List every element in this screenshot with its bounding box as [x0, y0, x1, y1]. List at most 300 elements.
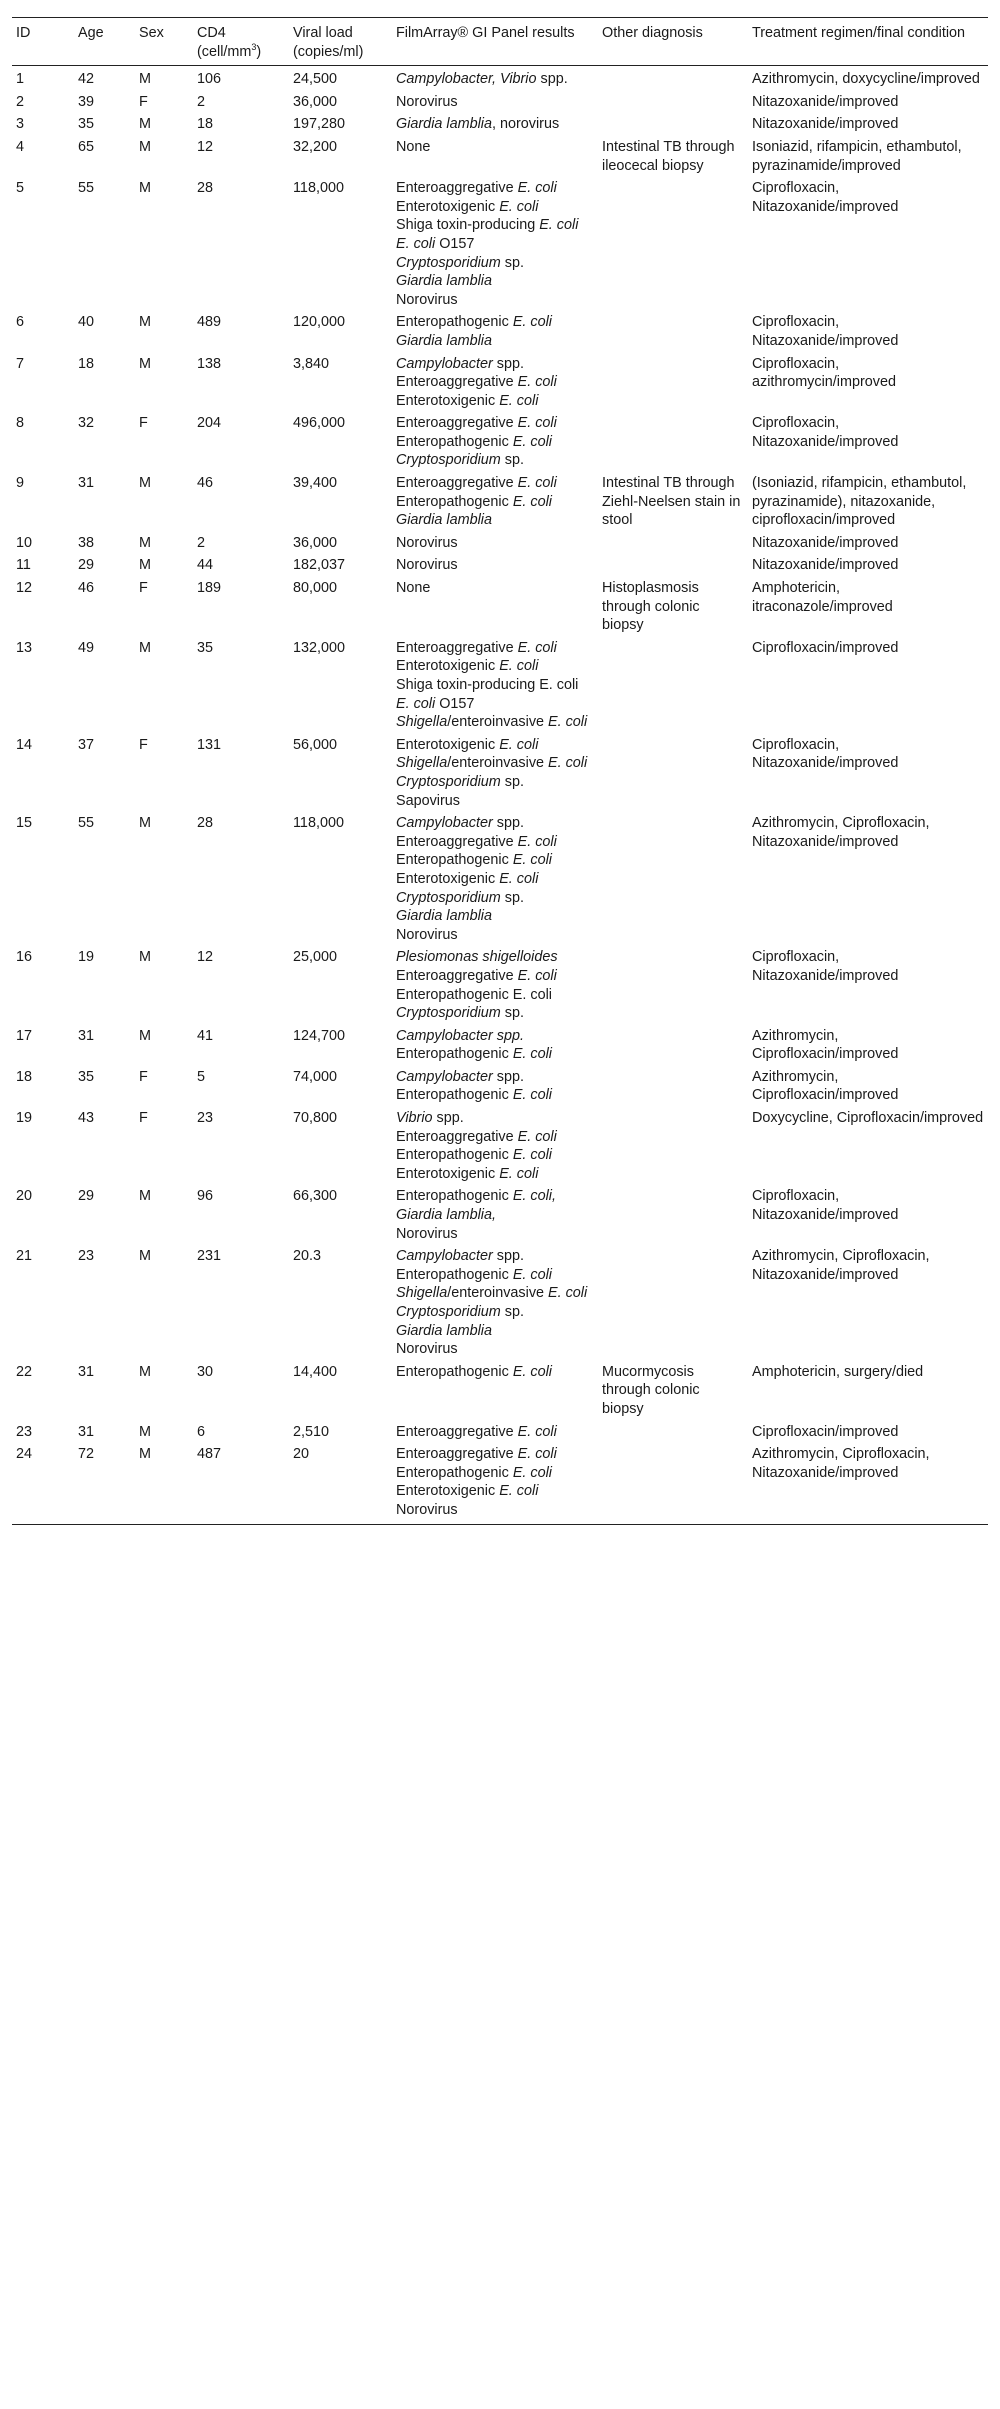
cell-cd4: 2 — [197, 534, 206, 551]
pathogen-line — [396, 948, 594, 967]
cell-id: 1 — [16, 71, 25, 88]
pathogen-text: spp. — [536, 71, 568, 88]
cell-cd4: 46 — [197, 475, 214, 492]
cell-cd4: 96 — [197, 1188, 214, 1205]
pathogen-line — [396, 1363, 594, 1382]
cell-other-diagnosis — [598, 1445, 748, 1524]
pathogen-line — [396, 1340, 594, 1359]
cell-age: 39 — [78, 93, 95, 110]
pathogen-line — [396, 1322, 594, 1341]
pathogen-text: Enteroaggregative — [396, 180, 518, 197]
pathogen-text: E. coli — [517, 374, 557, 391]
cell-treatment: Isoniazid, rifampicin, ethambutol, pyrazinamide/improved — [752, 138, 962, 174]
cell-treatment: Doxycycline, Ciprofloxacin/improved — [752, 1110, 984, 1127]
pathogen-text: Giardia lamblia, — [396, 1207, 496, 1224]
cell-sex: F — [139, 415, 148, 432]
cell-other-diagnosis — [598, 414, 748, 474]
pathogen-text: E. coli, — [512, 1188, 556, 1205]
pathogen-text: E. coli — [512, 1363, 553, 1380]
pathogen-line — [396, 833, 594, 852]
pathogen-text: E. coli — [517, 967, 557, 984]
table-row — [12, 579, 988, 639]
table-row — [12, 639, 988, 736]
cell-gi-panel — [392, 534, 598, 557]
pathogen-line — [396, 138, 594, 157]
cell-treatment: Ciprofloxacin/improved — [752, 1423, 899, 1440]
cell-cd4: 231 — [197, 1248, 222, 1265]
pathogen-text: sp. — [500, 773, 524, 790]
pathogen-text: Norovirus — [396, 1225, 458, 1242]
pathogen-line — [396, 657, 594, 676]
pathogen-text: Giardia lamblia — [396, 1322, 492, 1339]
pathogen-text: spp. — [492, 1068, 524, 1085]
pathogen-text: Shigella — [396, 1285, 448, 1302]
pathogen-text: Enteropathogenic E. coli — [396, 986, 552, 1003]
pathogen-text: Shiga toxin-producing — [396, 217, 540, 234]
pathogen-text: sp. — [500, 254, 524, 271]
pathogen-text: E. coli — [499, 392, 539, 409]
cell-id: 8 — [16, 415, 25, 432]
col-header-sex: Sex — [139, 25, 164, 41]
cell-gi-panel — [392, 814, 598, 948]
pathogen-line — [396, 313, 594, 332]
pathogen-text: Norovirus — [396, 534, 458, 551]
pathogen-line — [396, 814, 594, 833]
pathogen-line — [396, 1068, 594, 1087]
pathogen-text: E. coli — [499, 658, 539, 675]
pathogen-text: Shigella — [396, 714, 448, 731]
pathogen-text: E. coli — [517, 1446, 557, 1463]
cell-id: 22 — [16, 1363, 33, 1380]
pathogen-text: Vibrio — [396, 1110, 433, 1127]
cell-gi-panel — [392, 1068, 598, 1109]
pathogen-line — [396, 493, 594, 512]
table-row — [12, 138, 988, 179]
cell-other-diagnosis — [598, 814, 748, 948]
table-row — [12, 1109, 988, 1187]
pathogen-line — [396, 754, 594, 773]
cell-age: 55 — [78, 180, 95, 197]
pathogen-text: E. coli — [499, 736, 539, 753]
cell-sex: M — [139, 1248, 151, 1265]
cell-gi-panel — [392, 639, 598, 736]
col-header-cd4 — [193, 18, 289, 66]
pathogen-text: Norovirus — [396, 926, 458, 943]
cell-treatment: Amphotericin, surgery/died — [752, 1363, 924, 1380]
pathogen-line — [396, 198, 594, 217]
cell-treatment: Nitazoxanide/improved — [752, 557, 899, 574]
pathogen-text: Enteropathogenic — [396, 1087, 513, 1104]
pathogen-text: E. coli — [396, 235, 436, 252]
cell-viral-load: 66,300 — [293, 1188, 338, 1205]
cd4-unit-exponent: 3 — [251, 41, 257, 52]
pathogen-text: Campylobacter spp. — [396, 1027, 524, 1044]
cell-treatment: Azithromycin, Ciprofloxacin, Nitazoxanide/improved — [752, 815, 930, 850]
cell-id: 7 — [16, 355, 25, 372]
cell-cd4: 189 — [197, 580, 222, 597]
pathogen-line — [396, 1109, 594, 1128]
cell-other-diagnosis — [598, 1423, 748, 1446]
pathogen-text: Enteropathogenic — [396, 493, 513, 510]
pathogen-text: E. coli — [517, 1128, 557, 1145]
cell-sex: M — [139, 1027, 151, 1044]
table-body — [12, 66, 988, 1524]
cell-cd4: 106 — [197, 71, 222, 88]
cell-other-diagnosis — [598, 313, 748, 354]
cell-sex: M — [139, 355, 151, 372]
cell-other-diagnosis — [598, 66, 748, 93]
cell-id: 10 — [16, 534, 33, 551]
cell-id: 16 — [16, 949, 33, 966]
pathogen-text: E. coli — [512, 1087, 553, 1104]
pathogen-text: /enteroinvasive — [447, 755, 549, 772]
pathogen-line — [396, 70, 594, 89]
pathogen-line — [396, 1423, 594, 1442]
pathogen-text: E. coli — [512, 1266, 553, 1283]
cell-other-diagnosis — [598, 948, 748, 1026]
cell-viral-load: 39,400 — [293, 475, 338, 492]
cell-treatment: Azithromycin, Ciprofloxacin/improved — [752, 1068, 899, 1104]
cell-treatment: Ciprofloxacin, Nitazoxanide/improved — [752, 736, 899, 772]
cell-sex: M — [139, 180, 151, 197]
pathogen-text: Cryptosporidium — [396, 254, 501, 271]
table-row — [12, 1027, 988, 1068]
cell-treatment: Azithromycin, Ciprofloxacin/improved — [752, 1027, 899, 1063]
pathogen-line — [396, 1247, 594, 1266]
table-row — [12, 534, 988, 557]
pathogen-text: E. coli — [539, 217, 579, 234]
cell-viral-load: 20.3 — [293, 1248, 322, 1265]
pathogen-text: Enterotoxigenic — [396, 392, 500, 409]
pathogen-text: spp. — [492, 815, 524, 832]
pathogen-text: None — [396, 580, 431, 597]
pathogen-text: E. coli — [512, 852, 553, 869]
pathogen-line — [396, 907, 594, 926]
cell-other-diagnosis — [598, 179, 748, 313]
cell-viral-load: 120,000 — [293, 314, 346, 331]
table-row — [12, 1068, 988, 1109]
cell-viral-load: 3,840 — [293, 355, 330, 372]
cell-id: 2 — [16, 93, 25, 110]
cell-sex: F — [139, 1068, 148, 1085]
cell-sex: M — [139, 639, 151, 656]
pathogen-line — [396, 639, 594, 658]
cell-age: 35 — [78, 116, 95, 133]
cell-other-diagnosis — [598, 115, 748, 138]
cell-sex: M — [139, 71, 151, 88]
col-header-gi-panel: FilmArray® GI Panel results — [396, 25, 575, 41]
pathogen-line — [396, 986, 594, 1005]
cell-other-diagnosis — [598, 1247, 748, 1363]
pathogen-text: Enterotoxigenic — [396, 658, 500, 675]
cell-treatment: Ciprofloxacin, Nitazoxanide/improved — [752, 1188, 899, 1224]
pathogen-text: Enterotoxigenic — [396, 1165, 500, 1182]
cell-id: 19 — [16, 1110, 33, 1127]
pathogen-text: Enteroaggregative — [396, 1446, 518, 1463]
pathogen-text: , norovirus — [491, 116, 560, 133]
pathogen-text: Enteroaggregative — [396, 1128, 518, 1145]
cell-age: 18 — [78, 355, 95, 372]
pathogen-text: E. coli — [517, 415, 557, 432]
cell-gi-panel — [392, 1109, 598, 1187]
cell-sex: M — [139, 557, 151, 574]
cell-id: 9 — [16, 475, 25, 492]
cell-gi-panel — [392, 355, 598, 415]
pathogen-text: E. coli — [512, 493, 553, 510]
pathogen-line — [396, 1004, 594, 1023]
pathogen-line — [396, 1045, 594, 1064]
cell-other-diagnosis: Intestinal TB through ileocecal biopsy — [602, 138, 735, 174]
pathogen-line — [396, 1128, 594, 1147]
cell-sex: M — [139, 1363, 151, 1380]
cell-gi-panel — [392, 1445, 598, 1524]
cell-viral-load: 80,000 — [293, 580, 338, 597]
table-row — [12, 93, 988, 116]
pathogen-text: Enterotoxigenic — [396, 870, 500, 887]
cell-age: 72 — [78, 1446, 95, 1463]
cell-sex: M — [139, 815, 151, 832]
cell-gi-panel — [392, 1187, 598, 1247]
pathogen-text: Campylobacter — [396, 355, 493, 372]
pathogen-text: Campylobacter — [396, 1068, 493, 1085]
pathogen-text: Enterotoxigenic — [396, 198, 500, 215]
pathogen-text: Enteroaggregative — [396, 1423, 518, 1440]
cell-other-diagnosis — [598, 1068, 748, 1109]
cell-viral-load: 32,200 — [293, 138, 338, 155]
cell-sex: F — [139, 93, 148, 110]
cell-id: 17 — [16, 1027, 33, 1044]
cell-other-diagnosis — [598, 736, 748, 814]
pathogen-text: /enteroinvasive — [447, 1285, 549, 1302]
pathogen-line — [396, 926, 594, 945]
cell-sex: M — [139, 314, 151, 331]
cell-sex: M — [139, 1446, 151, 1463]
pathogen-text: E. coli — [512, 433, 553, 450]
cell-other-diagnosis — [598, 556, 748, 579]
cell-treatment: Azithromycin, doxycycline/improved — [752, 71, 980, 88]
pathogen-line — [396, 1146, 594, 1165]
pathogen-text: E. coli — [517, 833, 557, 850]
cell-gi-panel — [392, 556, 598, 579]
cell-other-diagnosis — [598, 1109, 748, 1187]
cell-sex: M — [139, 475, 151, 492]
pathogen-line — [396, 736, 594, 755]
table-row — [12, 66, 988, 93]
pathogen-text: Enteroaggregative — [396, 475, 518, 492]
cell-id: 3 — [16, 116, 25, 133]
cell-other-diagnosis — [598, 1027, 748, 1068]
cell-sex: M — [139, 1423, 151, 1440]
cell-cd4: 18 — [197, 116, 214, 133]
pathogen-line — [396, 967, 594, 986]
cell-treatment: Ciprofloxacin, azithromycin/improved — [752, 355, 896, 391]
pathogen-text: Giardia lamblia — [396, 908, 492, 925]
pathogen-text: Campylobacter — [396, 1248, 493, 1265]
pathogen-text: E. coli — [499, 1483, 539, 1500]
pathogen-text: E. coli — [512, 314, 553, 331]
cell-id: 24 — [16, 1446, 33, 1463]
cell-age: 46 — [78, 580, 95, 597]
cell-id: 5 — [16, 180, 25, 197]
cell-age: 40 — [78, 314, 95, 331]
table-row — [12, 736, 988, 814]
cell-viral-load: 56,000 — [293, 736, 338, 753]
pathogen-text: Norovirus — [396, 93, 458, 110]
pathogen-text: Enteroaggregative — [396, 415, 518, 432]
cell-treatment: Ciprofloxacin, Nitazoxanide/improved — [752, 415, 899, 450]
cell-cd4: 489 — [197, 314, 222, 331]
pathogen-text: sp. — [500, 1005, 524, 1022]
cell-id: 15 — [16, 815, 33, 832]
cell-age: 29 — [78, 1188, 95, 1205]
cell-age: 32 — [78, 415, 95, 432]
cell-gi-panel — [392, 1363, 598, 1423]
pathogen-text: /enteroinvasive — [447, 714, 549, 731]
pathogen-line — [396, 332, 594, 351]
cell-gi-panel — [392, 1247, 598, 1363]
pathogen-text: E. coli — [499, 1165, 539, 1182]
pathogen-text: Enteropathogenic — [396, 1266, 513, 1283]
cell-treatment: Ciprofloxacin, Nitazoxanide/improved — [752, 949, 899, 984]
cell-id: 12 — [16, 580, 33, 597]
cell-age: 49 — [78, 639, 95, 656]
cell-other-diagnosis — [598, 355, 748, 415]
pathogen-text: Cryptosporidium — [396, 1005, 501, 1022]
pathogen-line — [396, 511, 594, 530]
pathogen-line — [396, 1187, 594, 1206]
table-row — [12, 355, 988, 415]
cell-viral-load: 14,400 — [293, 1363, 338, 1380]
cell-viral-load: 2,510 — [293, 1423, 330, 1440]
cell-gi-panel — [392, 138, 598, 179]
cell-viral-load: 118,000 — [293, 180, 344, 197]
pathogen-line — [396, 534, 594, 553]
table-row — [12, 814, 988, 948]
col-header-treatment: Treatment regimen/final condition — [752, 25, 966, 41]
col-header-viral-load: Viral load (copies/ml) — [293, 25, 364, 60]
pathogen-text: Enteropathogenic — [396, 1046, 513, 1063]
cell-gi-panel — [392, 115, 598, 138]
cell-gi-panel — [392, 66, 598, 93]
pathogen-line — [396, 1206, 594, 1225]
cell-other-diagnosis — [598, 1187, 748, 1247]
cell-treatment: Nitazoxanide/improved — [752, 534, 899, 551]
cell-treatment: Nitazoxanide/improved — [752, 93, 899, 110]
cell-age: 29 — [78, 557, 95, 574]
pathogen-text: Norovirus — [396, 1501, 458, 1518]
pathogen-text: E. coli — [499, 870, 539, 887]
cell-gi-panel — [392, 1423, 598, 1446]
cell-gi-panel — [392, 948, 598, 1026]
cell-treatment: Ciprofloxacin/improved — [752, 639, 899, 656]
pathogen-line — [396, 773, 594, 792]
pathogen-line — [396, 115, 594, 134]
pathogen-text: O157 — [435, 695, 475, 712]
pathogen-text: E. coli — [548, 755, 588, 772]
pathogen-line — [396, 93, 594, 112]
pathogen-text: O157 — [435, 235, 475, 252]
pathogen-line — [396, 433, 594, 452]
pathogen-line — [396, 1445, 594, 1464]
pathogen-text: E. coli — [548, 714, 588, 731]
pathogen-line — [396, 414, 594, 433]
table-row — [12, 414, 988, 474]
cell-other-diagnosis: Mucormycosis through colonic biopsy — [602, 1363, 700, 1417]
cell-sex: M — [139, 138, 151, 155]
cell-cd4: 204 — [197, 415, 222, 432]
pathogen-text: sp. — [500, 452, 524, 469]
cell-age: 55 — [78, 815, 95, 832]
pathogen-text: E. coli — [548, 1285, 588, 1302]
cell-treatment: Ciprofloxacin, Nitazoxanide/improved — [752, 314, 899, 349]
cell-other-diagnosis — [598, 534, 748, 557]
col-header-id: ID — [16, 25, 31, 41]
pathogen-line — [396, 1266, 594, 1285]
cell-gi-panel — [392, 313, 598, 354]
pathogen-line — [396, 1482, 594, 1501]
cell-gi-panel — [392, 579, 598, 639]
pathogen-text: Enteroaggregative — [396, 374, 518, 391]
table-row — [12, 1423, 988, 1446]
cell-cd4: 2 — [197, 93, 206, 110]
cell-other-diagnosis: Histoplasmosis through colonic biopsy — [602, 580, 700, 634]
pathogen-line — [396, 1501, 594, 1520]
table-row — [12, 948, 988, 1026]
cell-cd4: 12 — [197, 949, 214, 966]
cell-viral-load: 20 — [293, 1446, 310, 1463]
cell-id: 18 — [16, 1068, 33, 1085]
cell-gi-panel — [392, 1027, 598, 1068]
cell-treatment: Ciprofloxacin, Nitazoxanide/improved — [752, 180, 899, 215]
pathogen-line — [396, 474, 594, 493]
pathogen-text: Cryptosporidium — [396, 1304, 501, 1320]
cell-cd4: 28 — [197, 815, 214, 832]
cell-cd4: 28 — [197, 180, 214, 197]
table-row — [12, 179, 988, 313]
cell-gi-panel — [392, 93, 598, 116]
pathogen-line — [396, 235, 594, 254]
pathogen-text: Plesiomonas shigelloides — [396, 949, 558, 966]
cd4-label-close: ) — [256, 43, 262, 60]
cell-viral-load: 74,000 — [293, 1068, 338, 1085]
cell-age: 42 — [78, 71, 95, 88]
pathogen-text: Shiga toxin-producing E. coli — [396, 677, 579, 693]
table-row — [12, 1363, 988, 1423]
pathogen-line — [396, 713, 594, 732]
pathogen-line — [396, 792, 594, 811]
patient-table — [12, 17, 988, 1525]
cell-treatment: Azithromycin, Ciprofloxacin, Nitazoxanide/improved — [752, 1248, 930, 1283]
pathogen-line — [396, 1303, 594, 1322]
cell-viral-load: 24,500 — [293, 71, 338, 88]
table-row — [12, 474, 988, 534]
pathogen-line — [396, 1165, 594, 1184]
pathogen-text: Giardia lamblia — [396, 273, 492, 290]
cell-age: 31 — [78, 1027, 95, 1044]
pathogen-line — [396, 451, 594, 470]
cell-cd4: 138 — [197, 355, 222, 372]
cell-id: 11 — [16, 557, 31, 574]
cell-sex: F — [139, 736, 148, 753]
pathogen-text: Norovirus — [396, 291, 458, 308]
cell-cd4: 5 — [197, 1068, 206, 1085]
pathogen-text: E. coli — [517, 475, 557, 492]
pathogen-text: Enterotoxigenic — [396, 736, 500, 753]
pathogen-text: E. coli — [517, 639, 557, 656]
pathogen-line — [396, 676, 594, 695]
cell-other-diagnosis: Intestinal TB through Ziehl-Neelsen stain in stool — [602, 475, 741, 529]
pathogen-text: Norovirus — [396, 557, 458, 574]
